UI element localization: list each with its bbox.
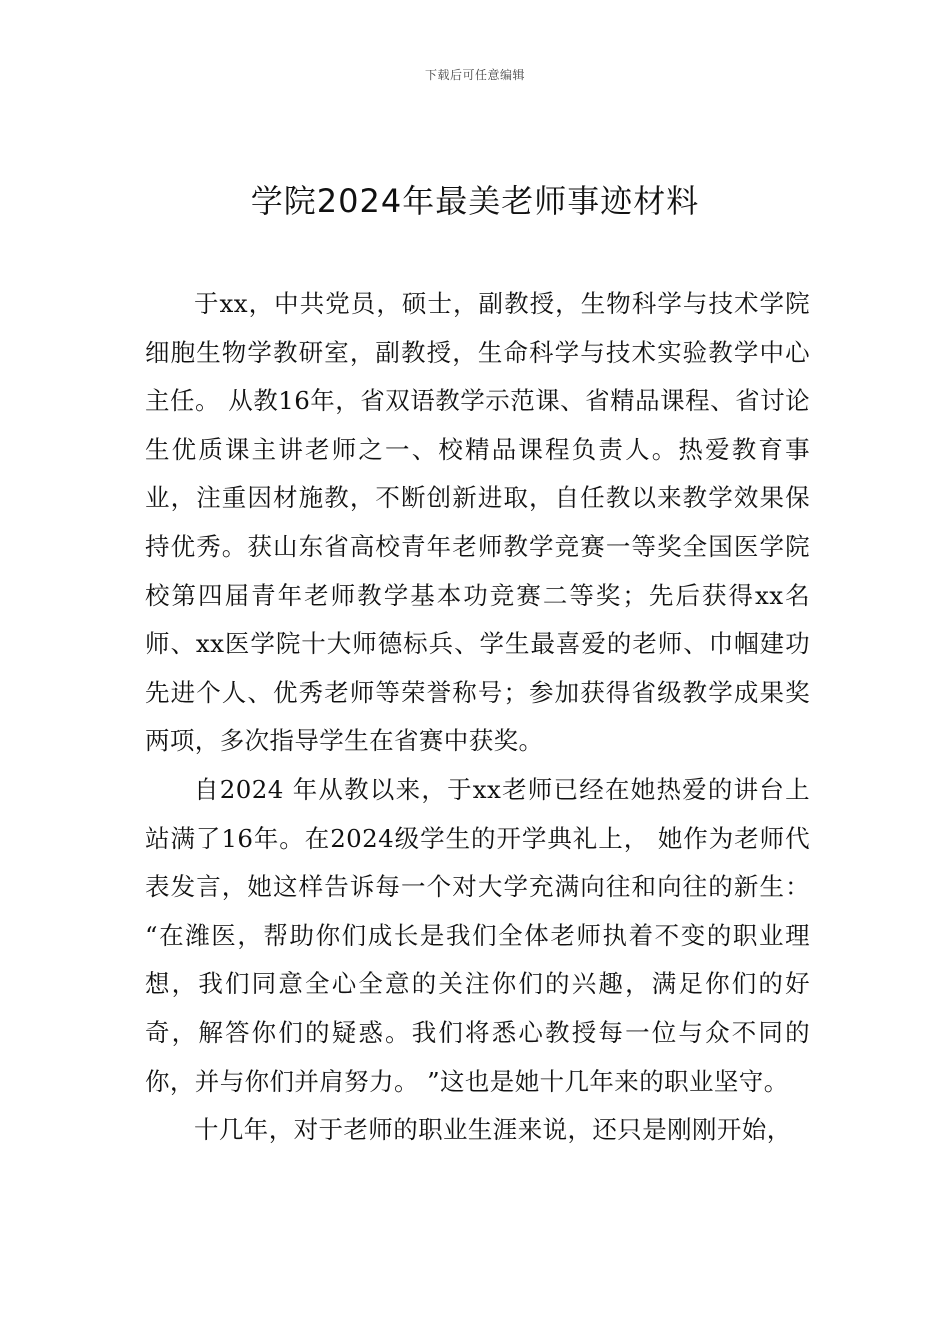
paragraph: 自2024 年从教以来，于xx老师已经在她热爱的讲台上站满了16年。在2024级学生的开学典礼上， 她作为老师代表发言，她这样告诉每一个对大学充满向往和向往的新生： “在潍医，帮助你们成长是我们全体老师执着不变的职业理想，我们同意全心全意的关注你们的兴趣，满足你们的好奇，解答你们的疑惑。我们将悉心教授每一位与众不同的你，并与你们并肩努力。 ”这也是她十几年来的职业坚守。	[145, 774, 810, 1096]
document-body	[145, 280, 810, 1155]
paragraph: 于xx，中共党员，硕士，副教授，生物科学与技术学院细胞生物学教研室，副教授，生命科学与技术实验教学中心主任。 从教16年，省双语教学示范课、省精品课程、省讨论生优质课主讲老师之一、校精品课程负责人。热爱教育事业，注重因材施教，不断创新进取，自任教以来教学效果保持优秀。获山东省高校青年老师教学竞赛一等奖全国医学院校第四届青年老师教学基本功竞赛二等奖；先后获得xx名师、xx医学院十大师德标兵、学生最喜爱的老师、巾帼建功先进个人、优秀老师等荣誉称号；参加获得省级教学成果奖两项，多次指导学生在省赛中获奖。	[145, 289, 810, 756]
document-title: 学院2024年最美老师事迹材料	[250, 182, 700, 220]
paragraph: 十几年，对于老师的职业生涯来说，还只是刚刚开始，	[194, 1115, 792, 1145]
header-note: 下载后可任意编辑	[424, 68, 525, 82]
